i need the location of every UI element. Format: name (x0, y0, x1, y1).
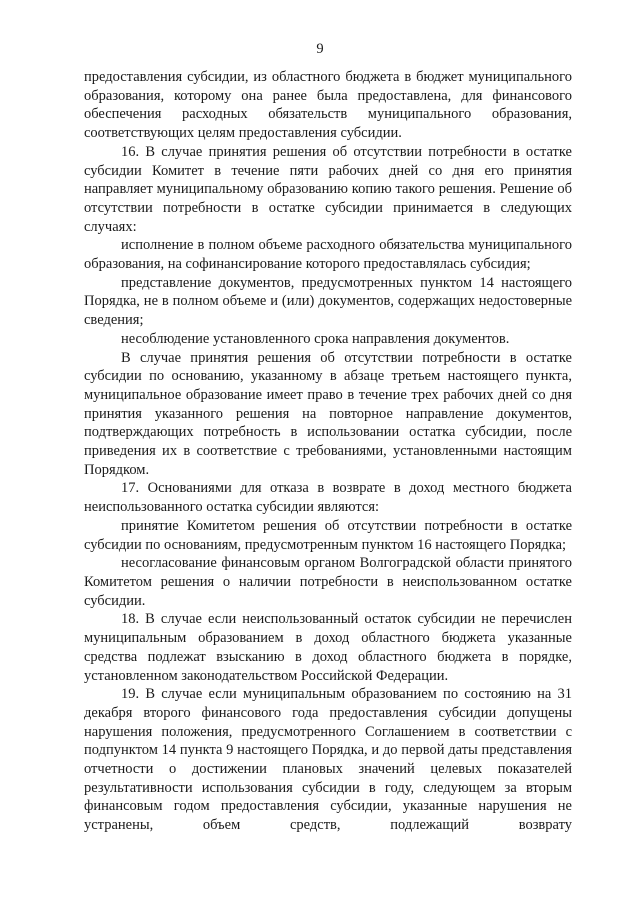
paragraph-item-17: 17. Основаниями для отказа в возврате в доход местного бюджета неиспользованного остатка субсидии являются: (84, 480, 572, 516)
paragraph-continuation: предоставления субсидии, из областного бюджета в бюджет муниципального образования, которому она ранее была предоставлена, для финансового обеспечения расходных обязательств муниципального образования, соответствующих целям предоставления субсидии. (84, 69, 572, 142)
paragraph-case-incomplete-documents: представление документов, предусмотренных пунктом 14 настоящего Порядка, не в полном объеме и (или) документов, содержащих недостоверные сведения; (84, 274, 572, 329)
paragraph-item-18: 18. В случае если неиспользованный остаток субсидии не перечислен муниципальным образованием в доход областного бюджета указанные средства подлежат взысканию в доход областного бюджета в порядке, установленном законодательством Российской Федерации. (84, 611, 572, 684)
paragraph-case-full-execution: исполнение в полном объеме расходного обязательства муниципального образования, на софинансирование которого предоставлялась субсидия; (84, 237, 572, 273)
paragraph-resubmission-right: В случае принятия решения об отсутствии потребности в остатке субсидии по основанию, указанному в абзаце третьем настоящего пункта, муниципальное образование имеет право в течение трех рабочих дней со дня принятия указанного решения на повторное направление документов, подтверждающих потребность в использовании остатка субсидии, после приведения их в соответствие с требованиями, установленными настоящим Порядком. (84, 349, 572, 478)
paragraph-refusal-ground-disagreement: несогласование финансовым органом Волгоградской области принятого Комитетом решения о наличии потребности в неиспользованном остатке субсидии. (84, 555, 572, 609)
document-body (84, 68, 572, 835)
paragraph-case-missed-deadline: несоблюдение установленного срока направления документов. (121, 330, 510, 347)
paragraph-item-19: 19. В случае если муниципальным образованием по состоянию на 31 декабря второго финансового года предоставления субсидии допущены нарушения положения, предусмотренного Соглашением в соответствии с подпунктом 14 пункта 9 настоящего Порядка, и до первой даты представления отчетности о достижении плановых значений целевых показателей результативности использования субсидии в году, следующем за вторым финансовым годом предоставления субсидии, указанные нарушения не устранены, объем средств, подлежащий возврату (84, 686, 572, 834)
page-number: 9 (316, 41, 324, 57)
paragraph-item-16: 16. В случае принятия решения об отсутствии потребности в остатке субсидии Комитет в течение пяти рабочих дней со дня его принятия направляет муниципальному образованию копию такого решения. Решение об отсутствии потребности в остатке субсидии принимается в следующих случаях: (84, 143, 572, 235)
paragraph-refusal-ground-decision: принятие Комитетом решения об отсутствии потребности в остатке субсидии по основаниям, предусмотренным пунктом 16 настоящего Порядка; (84, 517, 572, 553)
